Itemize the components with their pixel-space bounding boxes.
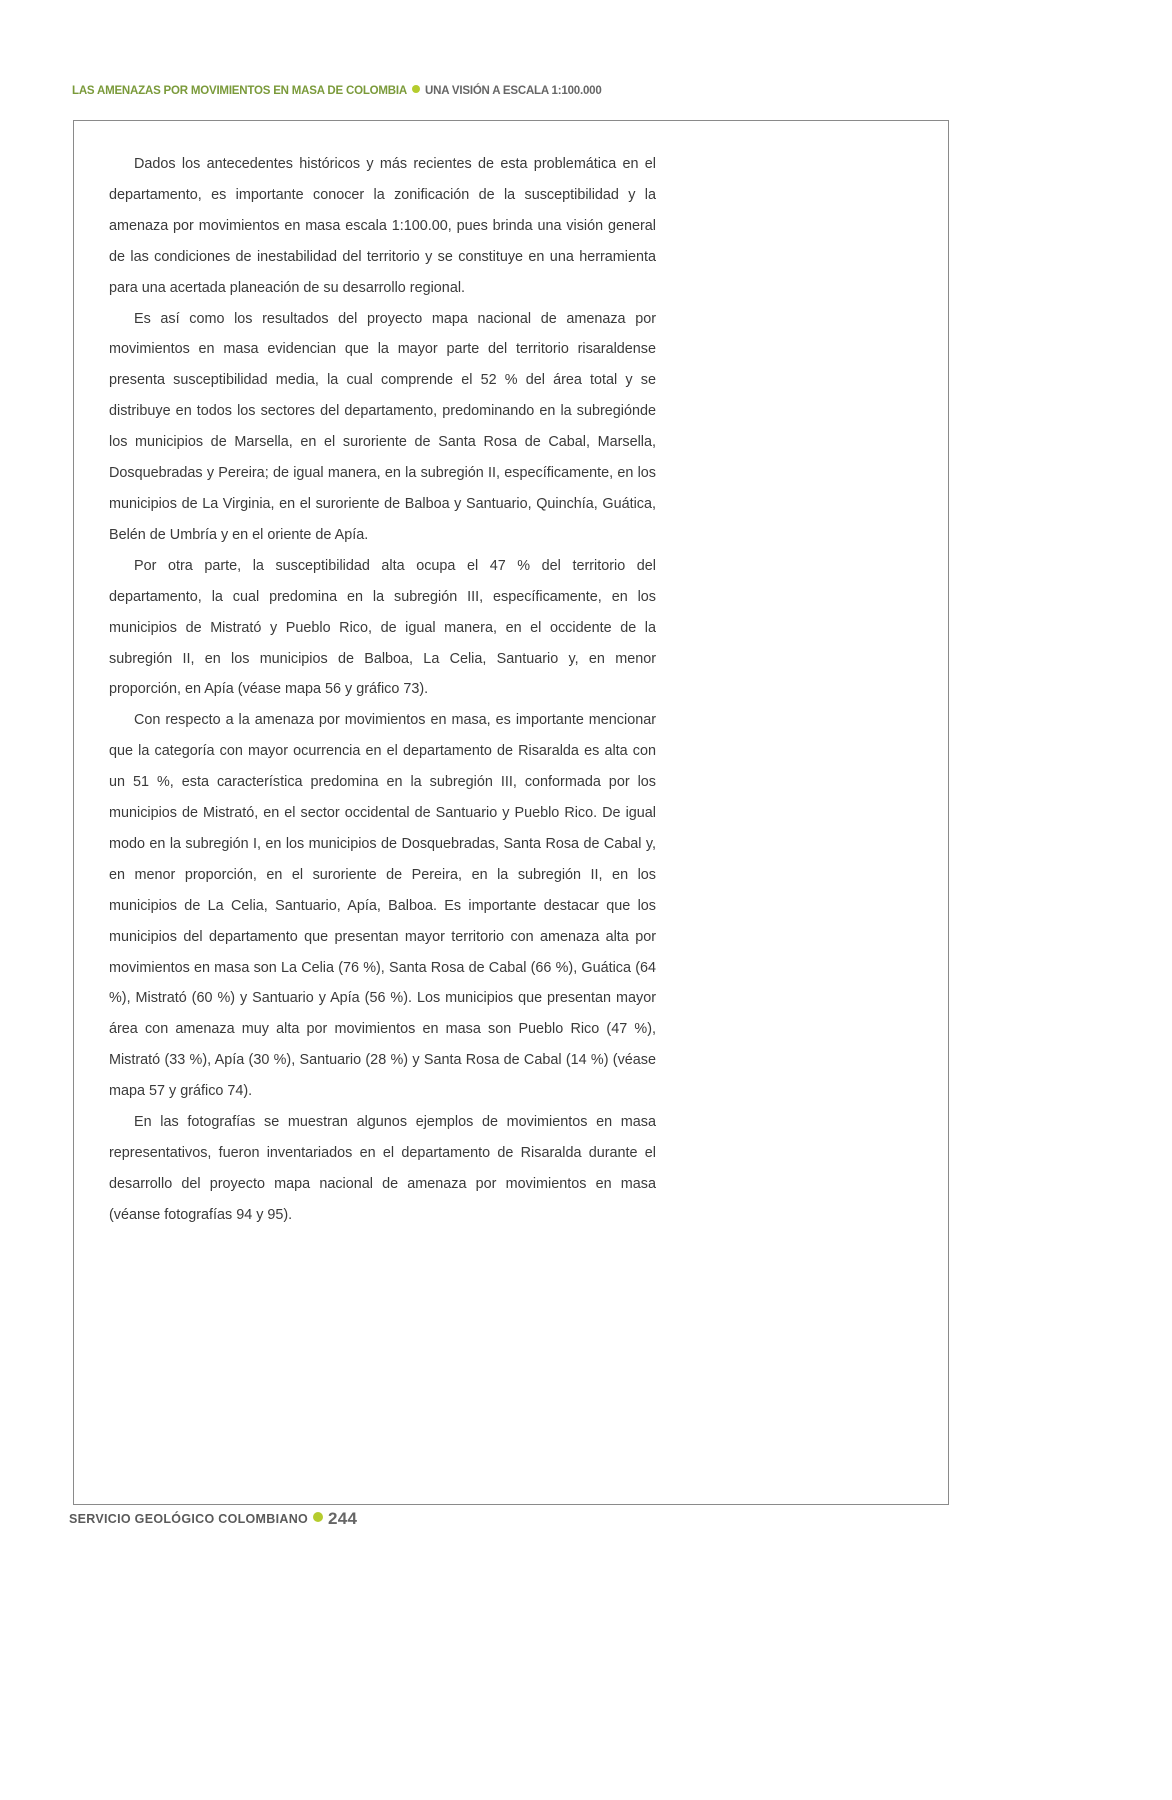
body-text [109,149,656,1231]
page-number: 244 [328,1509,358,1528]
paragraph: Es así como los resultados del proyecto mapa nacional de amenaza por movimientos en masa evidencian que la mayor parte del territorio risaraldense presenta susceptibilidad media, la cual comprende el 52 % del área total y se distribuye en todos los sectores del departamento, predominando en la subregiónde los municipios de Marsella, en el suroriente de Santa Rosa de Cabal, Marsella, Dosquebradas y Pereira; de igual manera, en la subregión II, específicamente, en los municipios de La Virginia, en el suroriente de Balboa y Santuario, Quinchía, Guática, Belén de Umbría y en el oriente de Apía. [109,310,656,543]
page-footer [69,1509,357,1529]
paragraph: En las fotografías se muestran algunos ejemplos de movimientos en masa representativos, fueron inventariados en el departamento de Risaralda durante el desarrollo del proyecto mapa nacional de amenaza por movimientos en masa (véanse fotografías 94 y 95). [109,1114,656,1223]
bullet-dot-icon [313,1512,323,1522]
paragraph: Dados los antecedentes históricos y más recientes de esta problemática en el departamento, es importante conocer la zonificación de la susceptibilidad y la amenaza por movimientos en masa escala 1:100.00, pues brinda una visión general de las condiciones de inestabilidad del territorio y se constituye en una herramienta para una acertada planeación de su desarrollo regional. [109,156,656,296]
book-title: LAS AMENAZAS POR MOVIMIENTOS EN MASA DE COLOMBIA [72,85,407,97]
publisher-name: SERVICIO GEOLÓGICO COLOMBIANO [69,1512,309,1526]
paragraph: Por otra parte, la susceptibilidad alta ocupa el 47 % del territorio del departamento, la cual predomina en la subregión III, específicamente, en los municipios de Mistrató y Pueblo Rico, de igual manera, en el occidente de la subregión II, en los municipios de Balboa, La Celia, Santuario y, en menor proporción, en Apía (véase mapa 56 y gráfico 73). [109,557,656,698]
paragraph: Con respecto a la amenaza por movimientos en masa, es importante mencionar que la categoría con mayor ocurrencia en el departamento de Risaralda es alta con un 51 %, esta característica predomina en la subregión III, conformada por los municipios de Mistrató, en el sector occidental de Santuario y Pueblo Rico. De igual modo en la subregión I, en los municipios de Dosquebradas, Santa Rosa de Cabal y, en menor proporción, en el suroriente de Pereira, en la subregión II, en los municipios de La Celia, Santuario, Apía, Balboa. Es importante destacar que los municipios del departamento que presentan mayor territorio con amenaza alta por movimientos en masa son La Celia (76 %), Santa Rosa de Cabal (66 %), Guática (64 %), Mistrató (60 %) y Santuario y Apía (56 %). Los municipios que presentan mayor área con amenaza muy alta por movimientos en masa son Pueblo Rico (47 %), Mistrató (33 %), Apía (30 %), Santuario (28 %) y Santa Rosa de Cabal (14 %) (véase mapa 57 y gráfico 74). [109,712,656,1100]
bullet-dot-icon [412,85,420,93]
running-header [72,85,602,97]
book-subtitle: UNA VISIÓN A ESCALA 1:100.000 [425,85,602,97]
